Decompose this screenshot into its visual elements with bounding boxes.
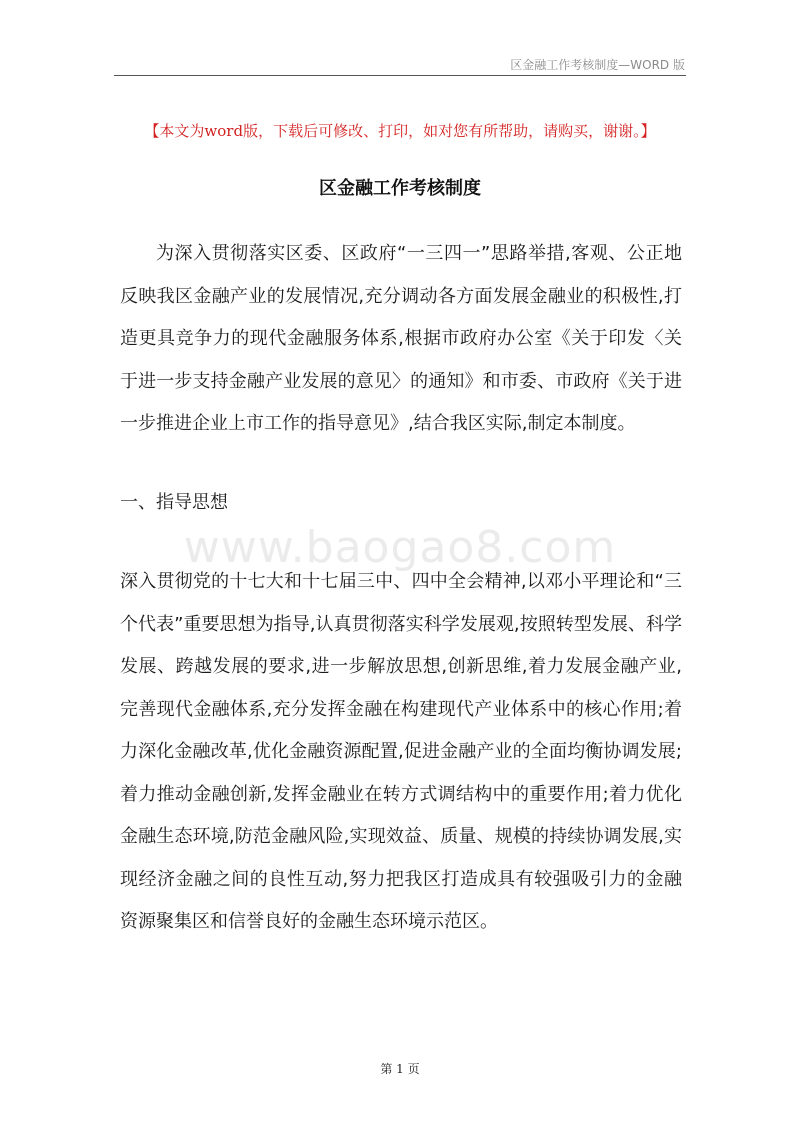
section-paragraph: 深入贯彻党的十七大和十七届三中、四中全会精神,以邓小平理论和“三个代表”重要思想为指导,认真贯彻落实科学发展观,按照转型发展、科学发展、跨越发展的要求,进一步解放思想,创新思维,着力发展金融产业,完善现代金融体系,充分发挥金融在构建现代产业体系中的核心作用;着力深化金融改革,优化金融资源配置,促进金融产业的全面均衡协调发展;着力推动金融创新,发挥金融业在转方式调结构中的重要作用;着力优化金融生态环境,防范金融风险,实现效益、质量、规模的持续协调发展,实现经济金融之间的良性互动,努力把我区打造成具有较强吸引力的金融资源聚集区和信誉良好的金融生态环境示范区。 [120, 571, 682, 932]
section-heading-guiding-ideology: 一、指导思想 [120, 492, 228, 513]
running-header: 区金融工作考核制度—WORD 版 [510, 58, 685, 72]
intro-paragraph: 为深入贯彻落实区委、区政府“一三四一”思路举措,客观、公正地反映我区金融产业的发展情况,充分调动各方面发展金融业的积极性,打造更具竞争力的现代金融服务体系,根据市政府办公室《关于印发〈关于进一步支持金融产业发展的意见〉的通知》和市委、市政府《关于进一步推进企业上市工作的指导意见》,结合我区实际,制定本制度。 [120, 243, 682, 434]
page-number: 第 1 页 [380, 1062, 420, 1076]
header-divider [114, 75, 686, 76]
watermark: www.baogao8.com [183, 522, 617, 573]
document-title: 区金融工作考核制度 [319, 178, 481, 199]
download-notice: 【本文为word版，下载后可修改、打印，如对您有所帮助，请购买，谢谢。】 [144, 122, 656, 140]
